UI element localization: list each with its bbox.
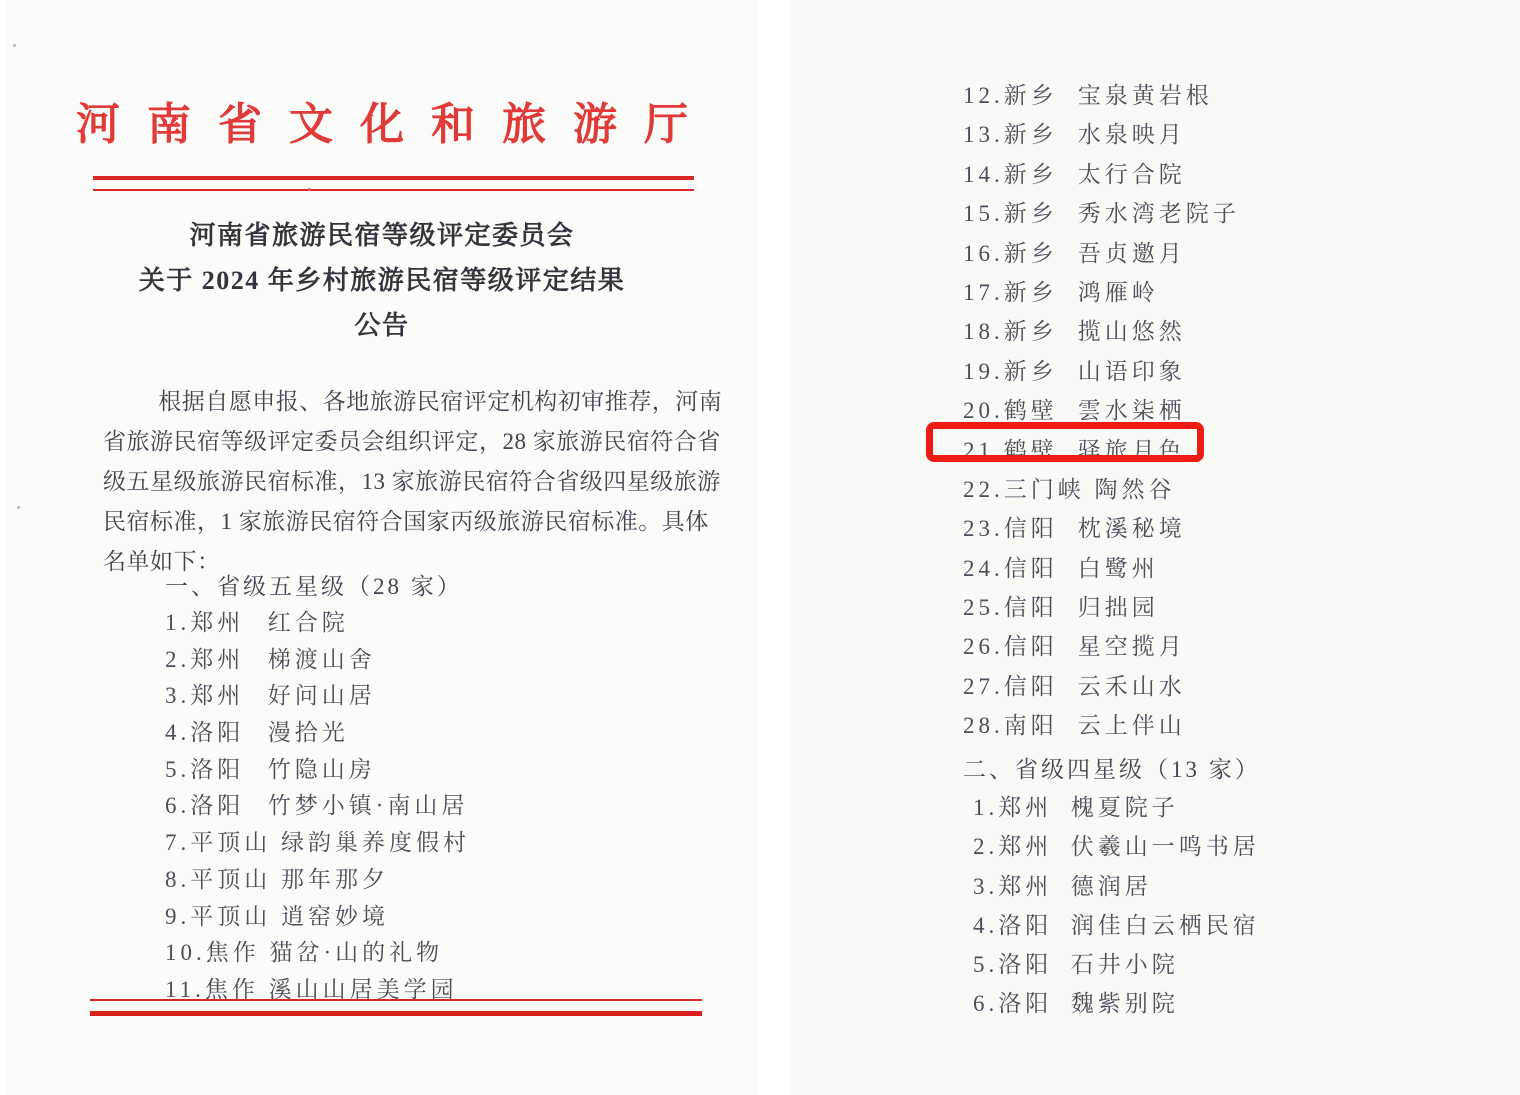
document-page-2 xyxy=(790,0,1520,1095)
item-label: 9.平顶山 xyxy=(165,903,272,929)
item-name: 梯渡山舍 xyxy=(267,646,376,672)
list-item xyxy=(963,313,1240,352)
four-star-list xyxy=(973,789,1260,1025)
body-line: 名单如下： xyxy=(103,549,221,574)
item-name: 那年那夕 xyxy=(281,866,389,892)
item-name: 陶然谷 xyxy=(1094,476,1176,502)
item-name: 太行合院 xyxy=(1077,161,1186,187)
item-name: 吾贞邀月 xyxy=(1077,240,1186,266)
list-item xyxy=(973,907,1260,946)
list-item xyxy=(165,751,470,788)
item-label: 24.信阳 xyxy=(963,555,1058,581)
item-label: 1.郑州 xyxy=(165,610,245,635)
list-item xyxy=(165,861,470,898)
section-heading-five-star: 一、省级五星级（28 家） xyxy=(165,574,463,599)
item-name: 石井小院 xyxy=(1070,952,1179,978)
list-item xyxy=(165,787,470,824)
item-name: 云禾山水 xyxy=(1077,673,1186,699)
item-label: 14.新乡 xyxy=(963,161,1058,187)
item-name: 魏紫别院 xyxy=(1070,991,1179,1017)
list-item xyxy=(963,274,1240,313)
section-heading-four-star: 二、省级四星级（13 家） xyxy=(963,757,1261,782)
item-name: 红合院 xyxy=(267,610,349,635)
list-item xyxy=(973,985,1260,1024)
item-label: 5.洛阳 xyxy=(973,952,1053,978)
item-label: 6.洛阳 xyxy=(165,793,245,819)
item-name: 驿旅月色 xyxy=(1077,437,1186,463)
item-label: 13.新乡 xyxy=(963,122,1058,148)
announcement-body xyxy=(103,382,723,582)
body-line: 级五星级旅游民宿标准，13 家旅游民宿符合省级四星级旅游 xyxy=(103,469,721,494)
item-label: 4.洛阳 xyxy=(165,720,245,746)
scan-speck xyxy=(13,44,16,47)
agency-letterhead: 河南省文化和旅游厅 xyxy=(76,100,715,149)
item-name: 竹隐山房 xyxy=(267,756,376,782)
item-name: 漫拾光 xyxy=(267,720,349,746)
list-item xyxy=(165,604,470,641)
item-name: 竹梦小镇·南山居 xyxy=(267,793,469,819)
list-item xyxy=(963,471,1240,510)
document-title-line: 公告 xyxy=(354,311,410,340)
item-label: 20.鹤壁 xyxy=(963,398,1058,424)
item-label: 12.新乡 xyxy=(963,83,1058,108)
document-title-line: 河南省旅游民宿等级评定委员会 xyxy=(189,221,575,250)
list-item xyxy=(963,707,1240,746)
item-name: 白鹭州 xyxy=(1077,555,1159,581)
highlighted-list-item xyxy=(963,432,1240,471)
item-name: 润佳白云栖民宿 xyxy=(1070,912,1260,938)
item-name: 槐夏院子 xyxy=(1070,795,1179,820)
item-label: 8.平顶山 xyxy=(165,866,272,892)
item-label: 21.鹤壁 xyxy=(963,437,1058,463)
list-item xyxy=(963,628,1240,667)
list-item xyxy=(963,235,1240,274)
item-label: 1.郑州 xyxy=(973,795,1053,820)
list-item xyxy=(165,641,470,678)
item-name: 水泉映月 xyxy=(1077,122,1186,148)
document-title xyxy=(6,213,758,348)
item-label: 18.新乡 xyxy=(963,319,1058,345)
document-page-1 xyxy=(6,0,758,1095)
item-label: 2.郑州 xyxy=(973,834,1053,860)
item-name: 猫岔·山的礼物 xyxy=(269,940,444,966)
scan-speck xyxy=(308,188,311,191)
item-name: 云上伴山 xyxy=(1077,713,1186,739)
item-label: 3.郑州 xyxy=(973,873,1053,899)
item-label: 22.三门峡 xyxy=(963,476,1085,502)
item-name: 星空揽月 xyxy=(1077,634,1186,660)
list-item xyxy=(963,550,1240,589)
item-name: 溪山山居美学园 xyxy=(268,976,458,1002)
item-label: 7.平顶山 xyxy=(165,830,272,856)
list-item xyxy=(963,116,1240,155)
item-name: 宝泉黄岩根 xyxy=(1077,83,1213,108)
item-label: 26.信阳 xyxy=(963,634,1058,660)
item-name: 山语印象 xyxy=(1077,358,1186,384)
item-label: 11.焦作 xyxy=(165,976,259,1002)
list-item xyxy=(963,510,1240,549)
list-item xyxy=(963,77,1240,116)
list-item xyxy=(973,828,1260,867)
item-name: 好问山居 xyxy=(267,683,376,709)
scan-speck xyxy=(17,506,20,509)
list-item xyxy=(963,392,1240,431)
item-name: 揽山悠然 xyxy=(1077,319,1186,345)
list-item xyxy=(165,898,470,935)
letterhead-rule xyxy=(93,176,694,191)
item-name: 归拙园 xyxy=(1077,595,1159,621)
item-label: 6.洛阳 xyxy=(973,991,1053,1017)
list-item xyxy=(165,824,470,861)
item-label: 4.洛阳 xyxy=(973,912,1053,938)
item-label: 25.信阳 xyxy=(963,595,1058,621)
item-label: 16.新乡 xyxy=(963,240,1058,266)
list-item xyxy=(973,789,1260,828)
item-label: 3.郑州 xyxy=(165,683,245,709)
list-item xyxy=(963,156,1240,195)
list-item xyxy=(165,677,470,714)
list-item xyxy=(963,589,1240,628)
list-item xyxy=(963,668,1240,707)
item-label: 28.南阳 xyxy=(963,713,1058,739)
item-name: 秀水湾老院子 xyxy=(1077,201,1240,227)
document-title-line: 关于 2024 年乡村旅游民宿等级评定结果 xyxy=(138,266,626,295)
item-label: 5.洛阳 xyxy=(165,756,245,782)
item-name: 雲水柒栖 xyxy=(1077,398,1186,424)
item-label: 19.新乡 xyxy=(963,358,1058,384)
item-name: 绿韵巢养度假村 xyxy=(281,830,470,856)
item-label: 17.新乡 xyxy=(963,279,1058,305)
item-label: 10.焦作 xyxy=(165,940,260,966)
list-item xyxy=(165,714,470,751)
item-label: 15.新乡 xyxy=(963,201,1058,227)
body-line: 根据自愿申报、各地旅游民宿评定机构初审推荐，河南 xyxy=(158,389,723,414)
body-line: 民宿标准，1 家旅游民宿符合国家丙级旅游民宿标准。具体 xyxy=(103,509,709,534)
item-label: 27.信阳 xyxy=(963,673,1058,699)
item-name: 逍窑妙境 xyxy=(281,903,389,929)
five-star-list-part2 xyxy=(963,77,1240,747)
list-item xyxy=(963,195,1240,234)
list-item xyxy=(973,946,1260,985)
footer-rule xyxy=(90,999,702,1016)
list-item xyxy=(165,934,470,971)
item-name: 德润居 xyxy=(1070,873,1152,899)
item-label: 2.郑州 xyxy=(165,646,245,672)
item-name: 鸿雁岭 xyxy=(1077,279,1159,305)
item-name: 伏羲山一鸣书居 xyxy=(1070,834,1260,860)
item-label: 23.信阳 xyxy=(963,516,1058,542)
body-line: 省旅游民宿等级评定委员会组织评定，28 家旅游民宿符合省 xyxy=(103,429,721,454)
list-item xyxy=(973,868,1260,907)
five-star-list-part1 xyxy=(165,604,470,1008)
list-item xyxy=(963,353,1240,392)
item-name: 枕溪秘境 xyxy=(1077,516,1186,542)
